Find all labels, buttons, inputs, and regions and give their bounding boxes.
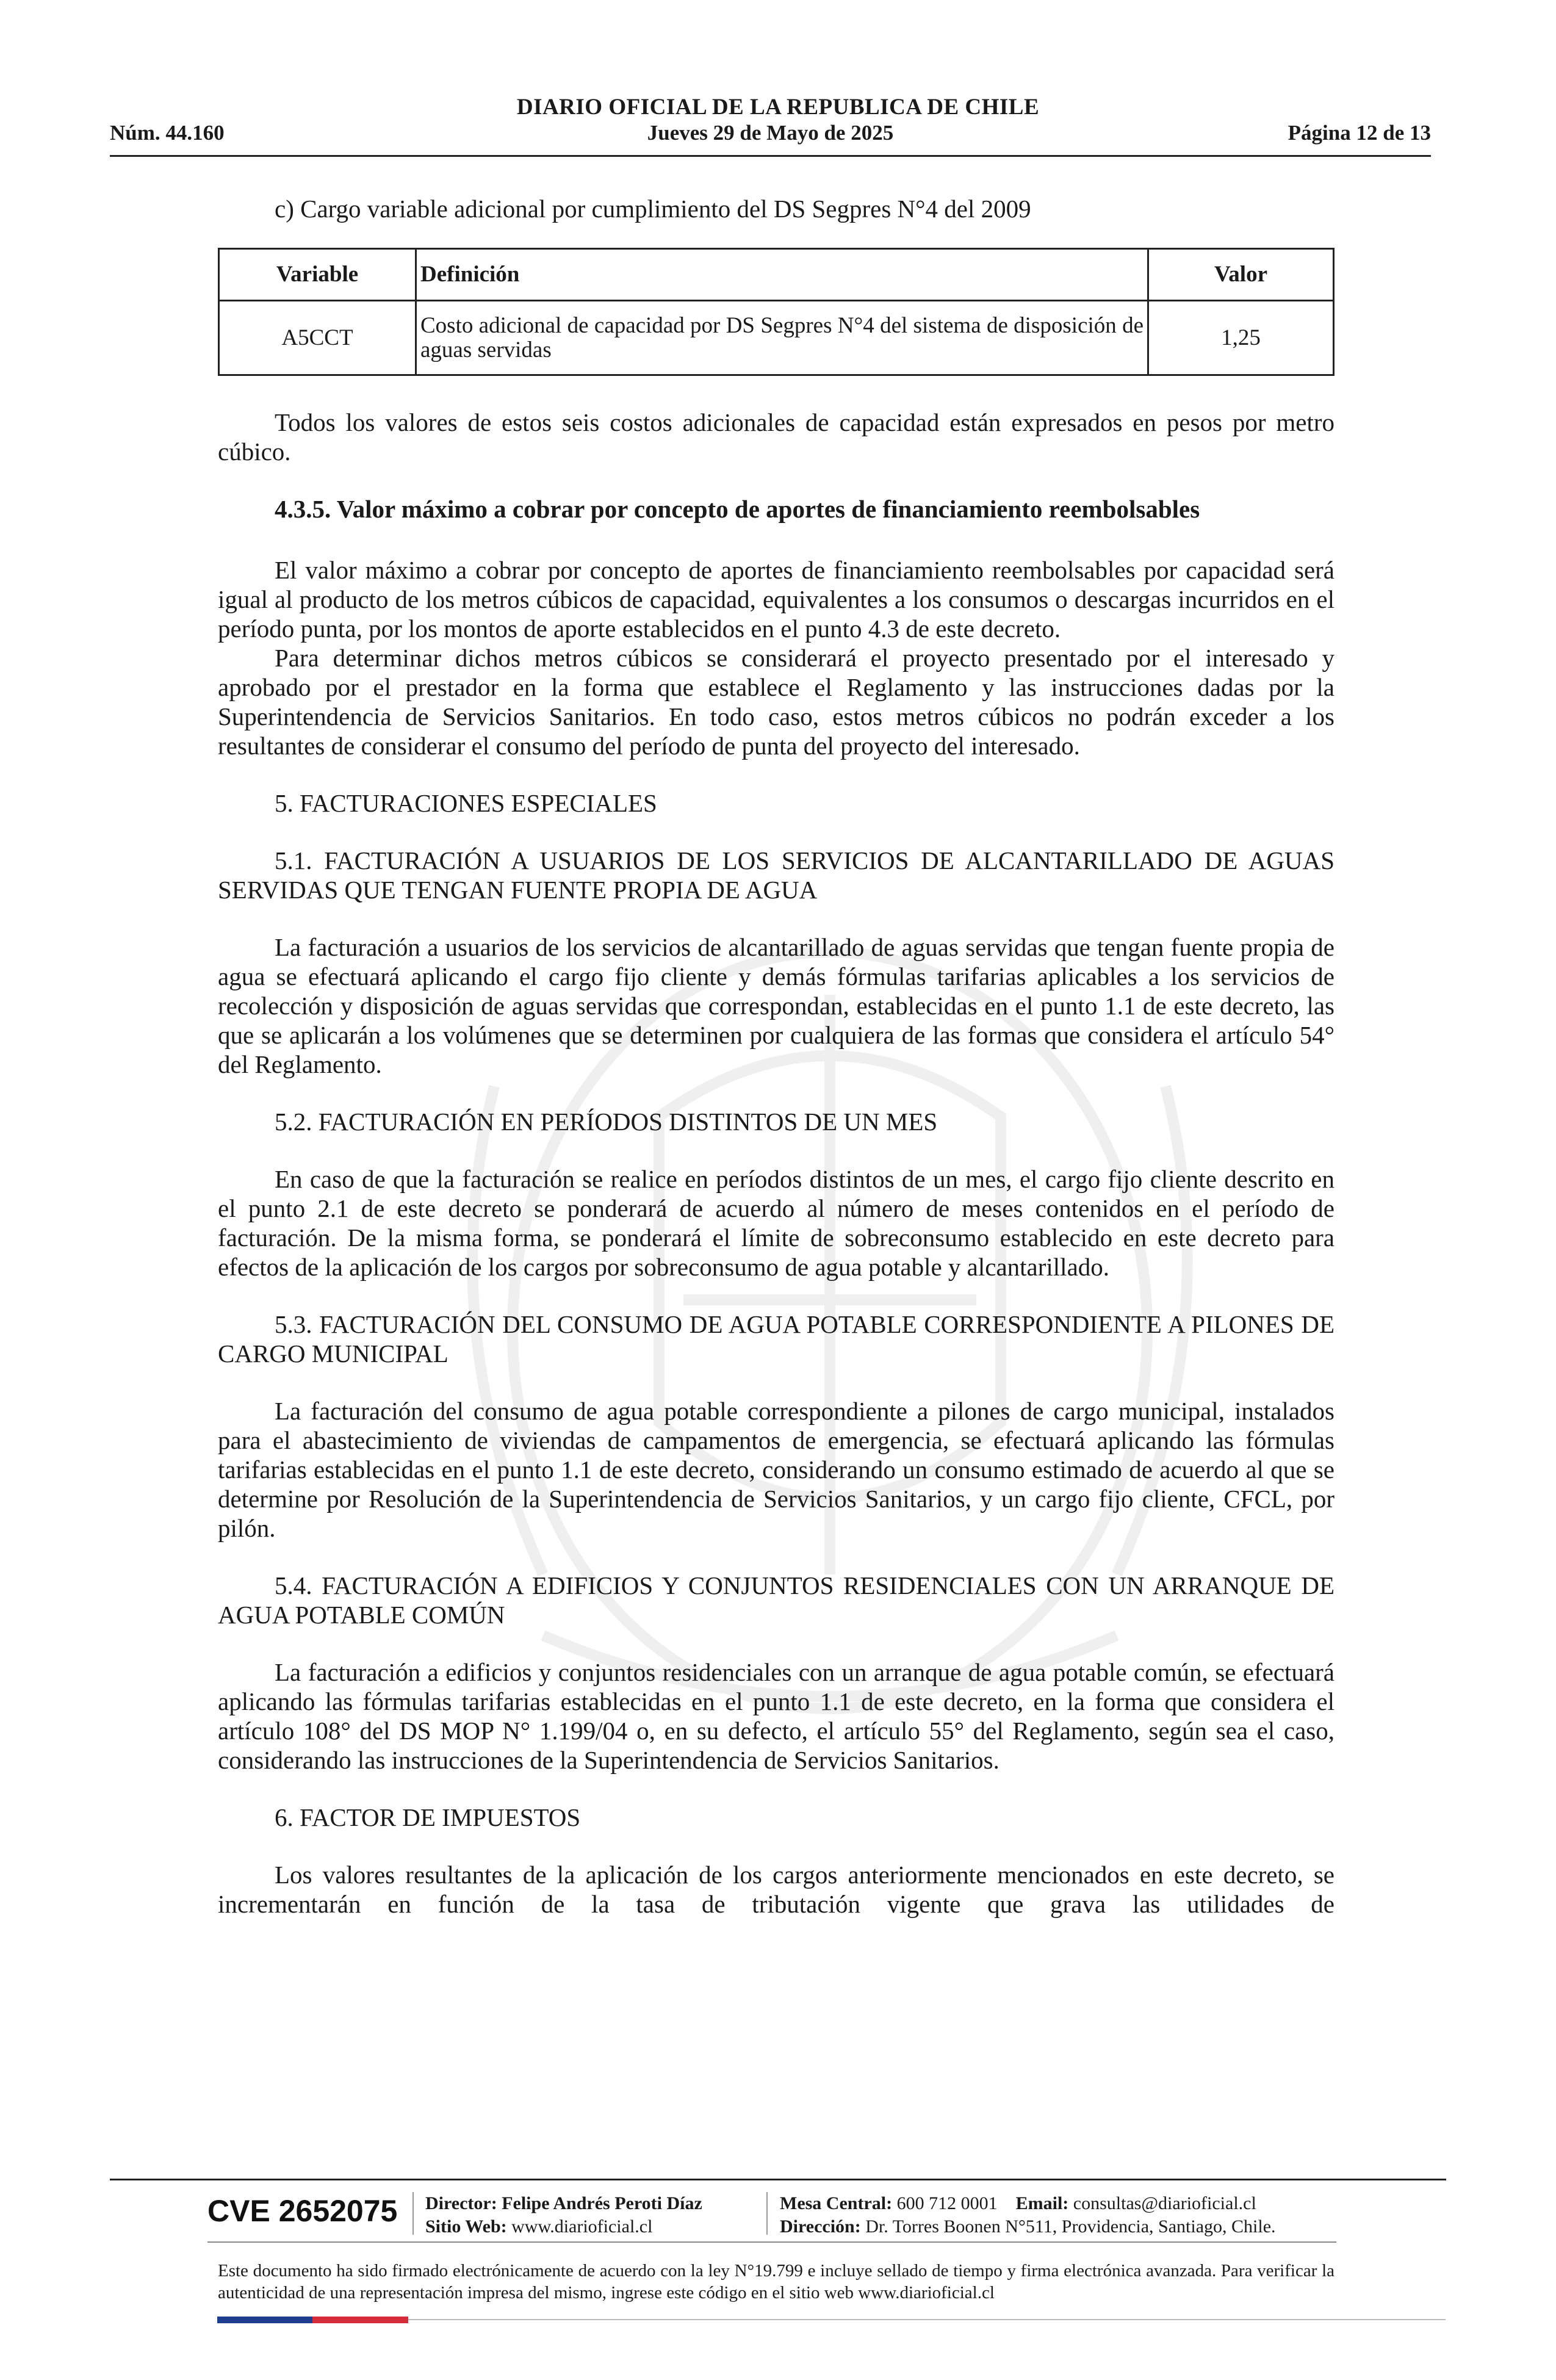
page-number: Página 12 de 13	[1288, 121, 1431, 145]
email-link[interactable]: consultas@diarioficial.cl	[1073, 2193, 1256, 2213]
section-53-heading: 5.3. FACTURACIÓN DEL CONSUMO DE AGUA POTABLE CORRESPONDIENTE A PILONES DE CARGO MUNICIPAL	[218, 1310, 1334, 1368]
table-cell-valor: 1,25	[1148, 301, 1334, 375]
table-cell-variable: A5CCT	[219, 301, 416, 375]
table-header-row	[219, 249, 1334, 301]
footer-inner-divider	[207, 2241, 1336, 2243]
section-c-title: c) Cargo variable adicional por cumplimiento del DS Segpres N°4 del 2009	[275, 195, 1031, 223]
flag-red-stripe	[312, 2317, 408, 2323]
direccion-label: Dirección:	[780, 2216, 861, 2237]
table-header-valor: Valor	[1148, 249, 1334, 301]
direccion-value: Dr. Torres Boonen N°511, Providencia, Santiago, Chile.	[865, 2216, 1276, 2237]
director-name: Felipe Andrés Peroti Díaz	[502, 2193, 702, 2213]
costs-note: Todos los valores de estos seis costos adicionales de capacidad están expresados en pesos por metro cúbico.	[218, 408, 1334, 466]
email-label: Email:	[1015, 2193, 1069, 2213]
mesa-central-phone: 600 712 0001	[896, 2193, 998, 2213]
signature-note: Este documento ha sido firmado electrónicamente de acuerdo con la ley N°19.799 e incluye sellado de tiempo y firma electrónica avanzada. Para verificar la autenticidad de una representación impresa del mismo, ingrese este código en el sitio web www.diarioficial.cl	[218, 2261, 1334, 2302]
section-54-heading: 5.4. FACTURACIÓN A EDIFICIOS Y CONJUNTOS RESIDENCIALES CON UN ARRANQUE DE AGUA POTABLE COMÚN	[218, 1571, 1334, 1629]
cargo-table	[218, 248, 1334, 376]
section-52-heading: 5.2. FACTURACIÓN EN PERÍODOS DISTINTOS DE UN MES	[275, 1108, 938, 1136]
table-row	[219, 301, 1334, 375]
section-435-heading: 4.3.5. Valor máximo a cobrar por concepto de aportes de financiamiento reembolsables	[275, 495, 1200, 523]
sitio-web-label: Sitio Web:	[425, 2216, 507, 2237]
issue-number: Núm. 44.160	[110, 121, 225, 145]
section-53-paragraph: La facturación del consumo de agua potable correspondiente a pilones de cargo municipal, instalados para el abastecimiento de viviendas de campamentos de emergencia, se efectuará aplicando las fórmulas tarifarias establecidas en el punto 1.1 de este decreto, considerando un consumo estimado de acuerdo al que se determine por Resolución de la Superintendencia de Servicios Sanitarios, y un cargo fijo cliente, CFCL, por pilón.	[218, 1397, 1334, 1542]
section-51-heading: 5.1. FACTURACIÓN A USUARIOS DE LOS SERVICIOS DE ALCANTARILLADO DE AGUAS SERVIDAS QUE TENGAN FUENTE PROPIA DE AGUA	[218, 846, 1334, 904]
mesa-central-label: Mesa Central:	[780, 2193, 893, 2213]
section-51-paragraph: La facturación a usuarios de los servicios de alcantarillado de aguas servidas que tengan fuente propia de agua se efectuará aplicando el cargo fijo cliente y demás fórmulas tarifarias aplicables a los servicios de recolección y disposición de aguas servidas que correspondan, establecidas en el punto 1.1 de este decreto, las que se aplicarán a los volúmenes que se determinen por cualquiera de las formas que considera el artículo 54° del Reglamento.	[218, 933, 1334, 1078]
header-row	[110, 121, 1431, 148]
flag-stripe	[217, 2317, 408, 2323]
footer-bottom-line	[408, 2319, 1446, 2320]
issue-date: Jueves 29 de Mayo de 2025	[647, 121, 894, 145]
document-body	[218, 194, 1334, 1919]
newspaper-title: DIARIO OFICIAL DE LA REPUBLICA DE CHILE	[516, 95, 1040, 120]
section-6-heading: 6. FACTOR DE IMPUESTOS	[275, 1803, 581, 1831]
footer-contact-block	[780, 2192, 1276, 2238]
section-5-heading: 5. FACTURACIONES ESPECIALES	[275, 789, 657, 817]
header-divider	[110, 155, 1431, 157]
footer-divider	[110, 2179, 1446, 2180]
section-435-paragraph-1: El valor máximo a cobrar por concepto de aportes de financiamiento reembolsables por capacidad será igual al producto de los metros cúbicos de capacidad, equivalentes a los consumos o descargas incurridos en el período punta, por los montos de aporte establecidos en el punto 4.3 de este decreto.	[218, 556, 1334, 643]
section-54-paragraph: La facturación a edificios y conjuntos residenciales con un arranque de agua potable común, se efectuará aplicando las fórmulas tarifarias establecidas en el punto 1.1 de este decreto, en la forma que considera el artículo 108° del DS MOP N° 1.199/04 o, en su defecto, el artículo 55° del Reglamento, según sea el caso, considerando las instrucciones de la Superintendencia de Servicios Sanitarios.	[218, 1658, 1334, 1774]
table-header-definicion: Definición	[416, 249, 1148, 301]
section-6-paragraph: Los valores resultantes de la aplicación de los cargos anteriormente mencionados en este decreto, se incrementarán en función de la tasa de tributación vigente que grava las utilidades de	[218, 1861, 1334, 1918]
footer-separator	[766, 2192, 768, 2235]
footer-director-block	[425, 2192, 702, 2238]
table-header-variable: Variable	[219, 249, 416, 301]
footer-separator	[412, 2192, 414, 2235]
flag-blue-stripe	[217, 2317, 312, 2323]
director-label: Director:	[425, 2193, 497, 2213]
section-435-paragraph-2: Para determinar dichos metros cúbicos se considerará el proyecto presentado por el interesado y aprobado por el prestador en la forma que establece el Reglamento y las instrucciones dadas por la Superintendencia de Servicios Sanitarios. En todo caso, estos metros cúbicos no podrán exceder a los resultantes de considerar el consumo del período de punta del proyecto del interesado.	[218, 644, 1334, 760]
sitio-web-link[interactable]: www.diarioficial.cl	[511, 2216, 653, 2237]
section-52-paragraph: En caso de que la facturación se realice en períodos distintos de un mes, el cargo fijo cliente descrito en el punto 2.1 de este decreto se ponderará de acuerdo al número de meses contenidos en el período de facturación. De la misma forma, se ponderará el límite de sobreconsumo establecido en este decreto para efectos de la aplicación de los cargos por sobreconsumo de agua potable y alcantarillado.	[218, 1165, 1334, 1281]
table-cell-definicion	[416, 301, 1148, 375]
definicion-text: Costo adicional de capacidad por DS Segpres N°4 del sistema de disposición de aguas servidas	[420, 312, 1144, 362]
cve-code: CVE 2652075	[207, 2194, 398, 2228]
